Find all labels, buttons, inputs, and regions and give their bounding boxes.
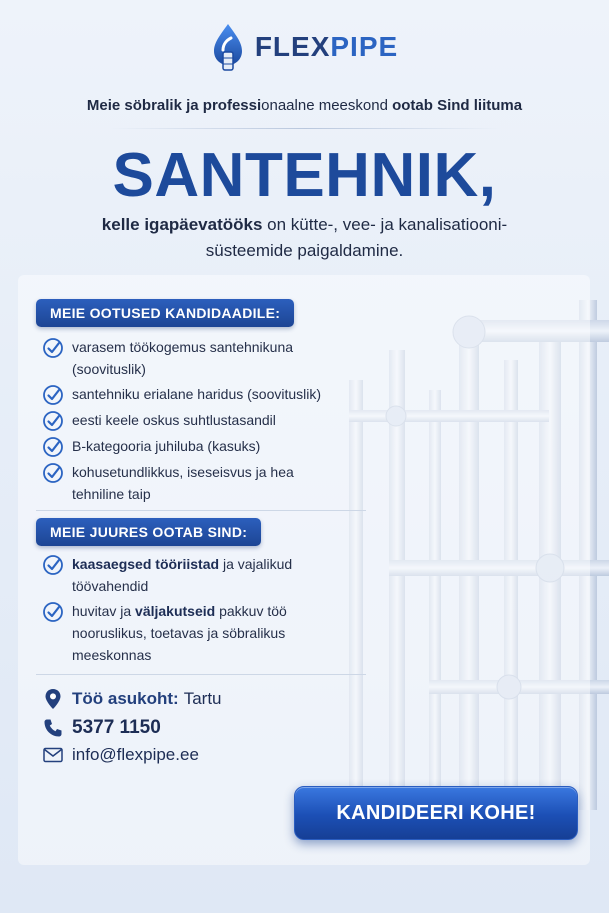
water-drop-pipe-icon <box>211 22 245 72</box>
location-pin-icon <box>42 688 64 710</box>
brand-logo-text: FLEXPIPE <box>254 31 399 62</box>
check-circle-icon <box>42 601 64 623</box>
list-item: huvitav ja väljakutseid pakkuv töö nooruslikus, toetavas ja söbralikus meeskonnas <box>42 600 372 666</box>
offers-list <box>42 553 372 669</box>
list-item: kohusetundlikkus, iseseisvus ja hea tehniline taip <box>42 461 372 505</box>
list-item: santehniku erialane haridus (soovituslik) <box>42 383 372 406</box>
phone-row[interactable] <box>42 717 161 739</box>
divider <box>110 128 500 129</box>
divider <box>36 510 366 511</box>
location-value: Tartu <box>183 689 222 708</box>
email-row[interactable] <box>42 744 199 766</box>
check-circle-icon <box>42 462 64 484</box>
check-circle-icon <box>42 337 64 359</box>
list-item: varasem töökogemus santehnikuna (soovituslik) <box>42 336 372 380</box>
brand-header <box>0 22 609 72</box>
location-row: Töö asukoht: Tartu <box>42 688 222 710</box>
offers-heading: MEIE JUURES OOTAB SIND: <box>36 518 261 546</box>
check-circle-icon <box>42 384 64 406</box>
list-item: B-kategooria juhiluba (kasuks) <box>42 435 372 458</box>
job-subtitle: kelle igapäevatööks on kütte-, vee- ja kanalisatiooni- süsteemide paigaldamine. <box>101 215 508 260</box>
check-circle-icon <box>42 410 64 432</box>
expectations-list <box>42 336 372 508</box>
list-item: eesti keele oskus suhtlustasandil <box>42 409 372 432</box>
check-circle-icon <box>42 436 64 458</box>
phone-number[interactable]: 5377 1150 <box>72 717 161 738</box>
job-title: SANTEHNIK, <box>112 141 497 210</box>
expectations-heading: MEIE OOTUSED KANDIDAADILE: <box>36 299 294 327</box>
apply-now-button[interactable]: KANDIDEERI KOHE! <box>294 786 578 840</box>
list-item: kaasaegsed tööriistad ja vajalikud töövahendid <box>42 553 372 597</box>
divider <box>36 674 366 675</box>
email-address[interactable]: info@flexpipe.ee <box>72 745 199 764</box>
check-circle-icon <box>42 554 64 576</box>
email-icon <box>42 744 64 766</box>
tagline: Meie söbralik ja professionaalne meeskond ootab Sind liituma <box>86 97 523 114</box>
phone-icon <box>42 717 64 739</box>
